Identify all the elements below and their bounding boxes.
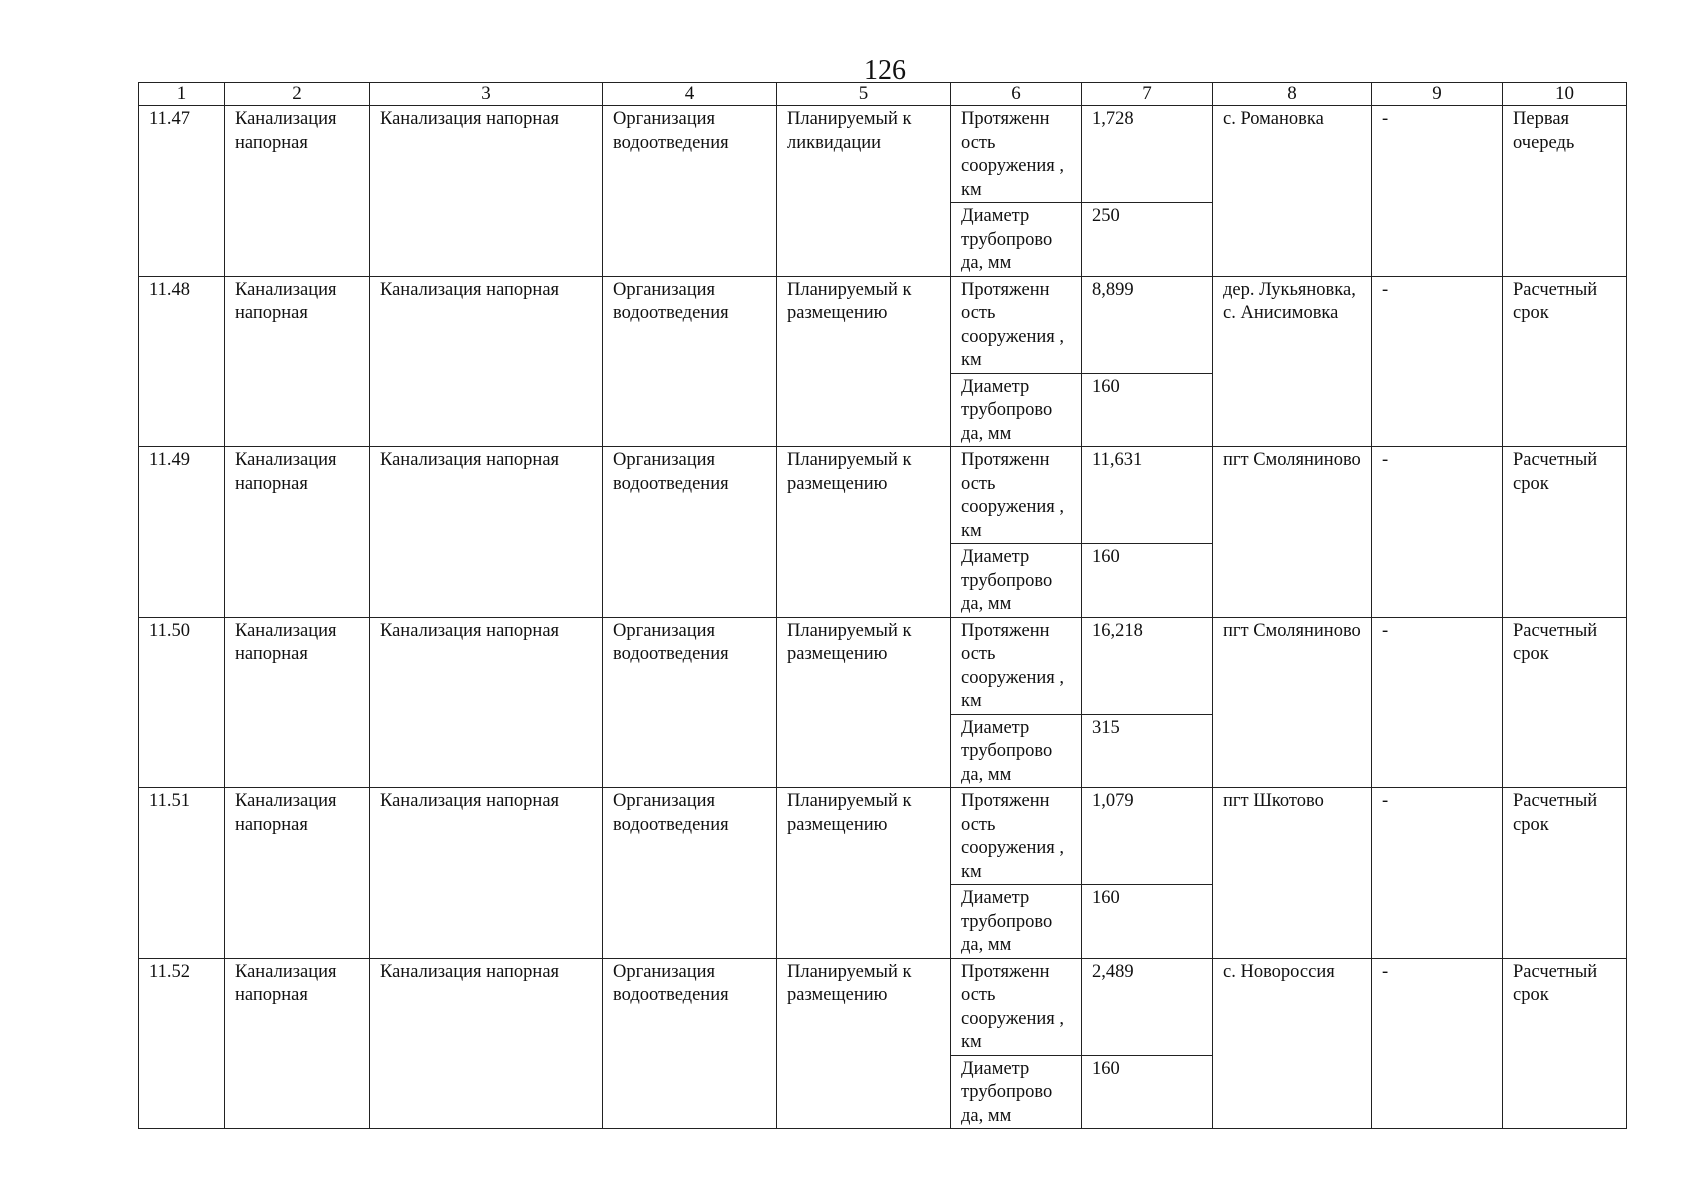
column-header: 5	[777, 83, 951, 106]
object-type: Канализация напорная	[225, 276, 370, 447]
object-purpose: Организация водоотведения	[603, 276, 777, 447]
column-header: 2	[225, 83, 370, 106]
parameter-diameter-label: Диаметр трубопрово да, мм	[951, 544, 1082, 618]
object-type: Канализация напорная	[225, 788, 370, 959]
zone-value: -	[1372, 276, 1503, 447]
row-number: 11.47	[139, 106, 225, 277]
parameter-diameter-value: 315	[1082, 714, 1213, 788]
parameter-length-label: Протяженн ость сооружения , км	[951, 276, 1082, 373]
parameter-length-label: Протяженн ость сооружения , км	[951, 788, 1082, 885]
table-row	[139, 958, 1627, 1055]
parameter-diameter-label: Диаметр трубопрово да, мм	[951, 1055, 1082, 1129]
column-header: 10	[1503, 83, 1627, 106]
parameter-length-value: 1,728	[1082, 106, 1213, 203]
parameter-diameter-label: Диаметр трубопрово да, мм	[951, 373, 1082, 447]
column-header: 3	[370, 83, 603, 106]
object-status: Планируемый к размещению	[777, 447, 951, 618]
object-name: Канализация напорная	[370, 276, 603, 447]
row-number: 11.49	[139, 447, 225, 618]
object-status: Планируемый к размещению	[777, 617, 951, 788]
object-status: Планируемый к ликвидации	[777, 106, 951, 277]
parameter-length-label: Протяженн ость сооружения , км	[951, 106, 1082, 203]
implementation-term: Расчетный срок	[1503, 617, 1627, 788]
zone-value: -	[1372, 447, 1503, 618]
object-purpose: Организация водоотведения	[603, 958, 777, 1129]
object-purpose: Организация водоотведения	[603, 447, 777, 618]
table-row	[139, 788, 1627, 885]
implementation-term: Первая очередь	[1503, 106, 1627, 277]
object-name: Канализация напорная	[370, 958, 603, 1129]
parameter-diameter-value: 160	[1082, 885, 1213, 959]
zone-value: -	[1372, 958, 1503, 1129]
object-name: Канализация напорная	[370, 106, 603, 277]
parameter-diameter-value: 250	[1082, 203, 1213, 277]
column-header: 9	[1372, 83, 1503, 106]
object-location: пгт Смоляниново	[1213, 617, 1372, 788]
object-status: Планируемый к размещению	[777, 958, 951, 1129]
object-purpose: Организация водоотведения	[603, 788, 777, 959]
parameter-diameter-label: Диаметр трубопрово да, мм	[951, 885, 1082, 959]
implementation-term: Расчетный срок	[1503, 958, 1627, 1129]
zone-value: -	[1372, 788, 1503, 959]
column-header: 1	[139, 83, 225, 106]
parameter-length-value: 16,218	[1082, 617, 1213, 714]
parameter-length-label: Протяженн ость сооружения , км	[951, 447, 1082, 544]
row-number: 11.52	[139, 958, 225, 1129]
object-status: Планируемый к размещению	[777, 276, 951, 447]
parameter-diameter-value: 160	[1082, 544, 1213, 618]
page-number: 126	[864, 55, 906, 86]
column-header: 7	[1082, 83, 1213, 106]
object-type: Канализация напорная	[225, 617, 370, 788]
row-number: 11.51	[139, 788, 225, 959]
parameter-diameter-value: 160	[1082, 1055, 1213, 1129]
object-type: Канализация напорная	[225, 106, 370, 277]
object-name: Канализация напорная	[370, 788, 603, 959]
zone-value: -	[1372, 106, 1503, 277]
table-row	[139, 447, 1627, 544]
implementation-term: Расчетный срок	[1503, 788, 1627, 959]
table-body	[139, 106, 1627, 1129]
parameter-length-label: Протяженн ость сооружения , км	[951, 958, 1082, 1055]
table-row	[139, 276, 1627, 373]
parameter-diameter-label: Диаметр трубопрово да, мм	[951, 203, 1082, 277]
parameter-length-value: 8,899	[1082, 276, 1213, 373]
registry-table	[138, 82, 1627, 1129]
column-header: 6	[951, 83, 1082, 106]
object-location: пгт Смоляниново	[1213, 447, 1372, 618]
object-status: Планируемый к размещению	[777, 788, 951, 959]
row-number: 11.50	[139, 617, 225, 788]
object-type: Канализация напорная	[225, 958, 370, 1129]
object-location: с. Новороссия	[1213, 958, 1372, 1129]
implementation-term: Расчетный срок	[1503, 447, 1627, 618]
table-row	[139, 106, 1627, 203]
object-location: пгт Шкотово	[1213, 788, 1372, 959]
row-number: 11.48	[139, 276, 225, 447]
object-type: Канализация напорная	[225, 447, 370, 618]
object-name: Канализация напорная	[370, 617, 603, 788]
object-purpose: Организация водоотведения	[603, 617, 777, 788]
object-location: с. Романовка	[1213, 106, 1372, 277]
parameter-diameter-label: Диаметр трубопрово да, мм	[951, 714, 1082, 788]
zone-value: -	[1372, 617, 1503, 788]
parameter-length-value: 11,631	[1082, 447, 1213, 544]
column-header: 4	[603, 83, 777, 106]
object-location: дер. Лукьяновка, с. Анисимовка	[1213, 276, 1372, 447]
parameter-diameter-value: 160	[1082, 373, 1213, 447]
parameter-length-value: 2,489	[1082, 958, 1213, 1055]
parameter-length-label: Протяженн ость сооружения , км	[951, 617, 1082, 714]
implementation-term: Расчетный срок	[1503, 276, 1627, 447]
object-purpose: Организация водоотведения	[603, 106, 777, 277]
table-header	[139, 83, 1627, 106]
table-row	[139, 617, 1627, 714]
header-row	[139, 83, 1627, 106]
parameter-length-value: 1,079	[1082, 788, 1213, 885]
object-name: Канализация напорная	[370, 447, 603, 618]
column-header: 8	[1213, 83, 1372, 106]
